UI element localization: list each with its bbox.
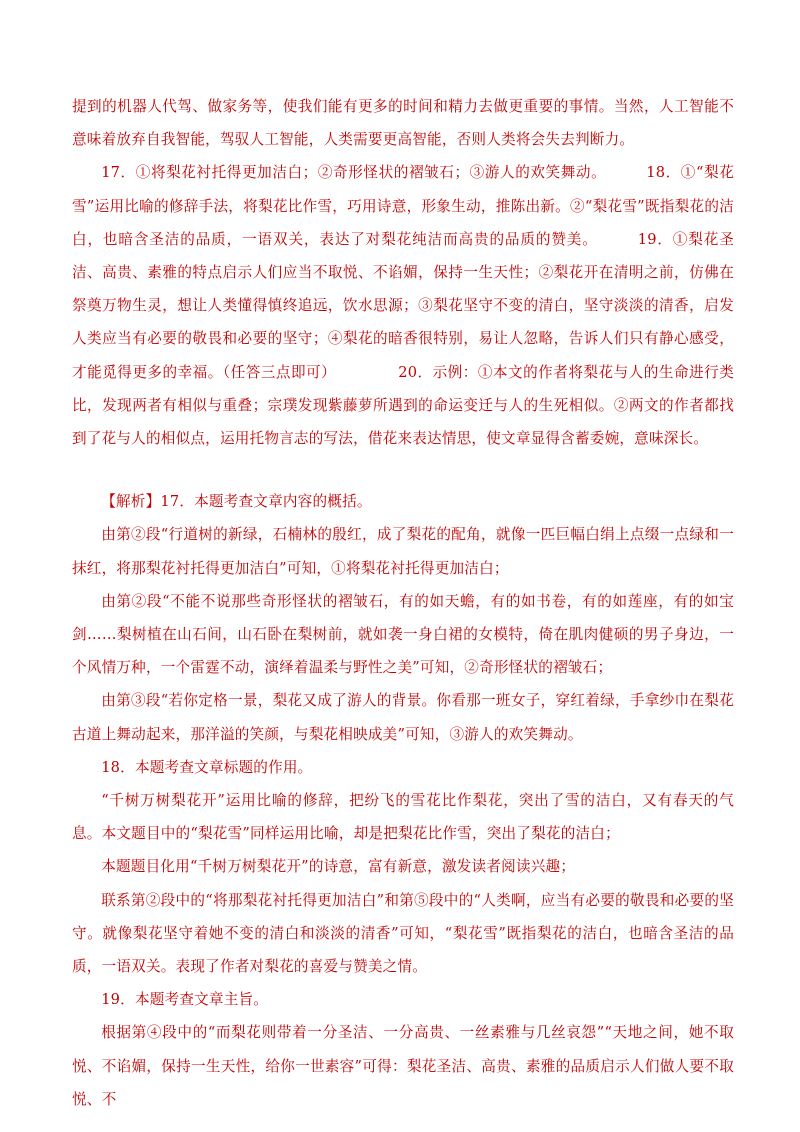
answers-paragraph (72, 156, 734, 455)
analysis-18-heading: 18．本题考查文章标题的作用。 (101, 758, 313, 776)
analysis-18-point-1: “千树万树梨花开”运用比喻的修辞，把纷飞的雪花比作梨花，突出了雪的洁白，又有春天的气息。本文题目中的“梨花雪”同样运用比喻，却是把梨花比作雪，突出了梨花的洁白； (72, 792, 734, 843)
analysis-heading: 【解析】17．本题考查文章内容的概括。 (101, 493, 372, 511)
answer-19: 19．①梨花圣洁、高贵、素雅的特点启示人们应当不取悦、不谄媚，保持一生天性；②梨花开在清明之前，仿佛在祭奠万物生灵，想让人类懂得慎终追远，饮水思源；③梨花坚守不变的清白，坚守淡淡的清香，启发人类应当有必要的敬畏和必要的坚守；④梨花的暗香很特别，易让人忽略，告诉人们只有静心感受，才能觅得更多的幸福。（任答三点即可） (72, 230, 734, 381)
analysis-17-point-3: 由第③段“若你定格一景，梨花又成了游人的背景。你看那一班女子，穿红着绿，手拿纱巾在梨花古道上舞动起来，那洋溢的笑颜，与梨花相映成美”可知，③游人的欢笑舞动。 (72, 692, 734, 743)
answer-18: 18．①“梨花雪”运用比喻的修辞手法，将梨花比作雪，巧用诗意，形象生动，推陈出新。②“梨花雪”既指梨花的洁白，也暗含圣洁的品质，一语双关，表达了对梨花纯洁而高贵的品质的赞美。 (72, 164, 734, 248)
answer-17: 17．①将梨花衬托得更加洁白；②奇形怪状的褶皱石；③游人的欢笑舞动。 (101, 164, 607, 182)
analysis-17-point-1: 由第②段“行道树的新绿，石楠林的殷红，成了梨花的配角，就像一匹巨幅白绢上点缀一点绿和一抹红，将那梨花衬托得更加洁白”可知，①将梨花衬托得更加洁白； (72, 526, 734, 577)
analysis-17-point-2: 由第②段“不能不说那些奇形怪状的褶皱石，有的如天蟾，有的如书卷，有的如莲座，有的如宝剑……梨树植在山石间，山石卧在梨树前，就如袭一身白裙的女模特，倚在肌肉健硕的男子身边，一个风情万种，一个雷霆不动，演绎着温柔与野性之美”可知，②奇形怪状的褶皱石； (72, 592, 734, 677)
intro-paragraph: 提到的机器人代驾、做家务等，使我们能有更多的时间和精力去做更重要的事情。当然，人工智能不意味着放弃自我智能，驾驭人工智能，人类需要更高智能，否则人类将会失去判断力。 (72, 98, 734, 149)
analysis-19-point-1: 根据第④段中的“而梨花则带着一分圣洁、一分高贵、一丝素雅与几丝哀怨”“天地之间，她不取悦、不谄媚，保持一生天性，给你一世素容”可得：梨花圣洁、高贵、素雅的品质启示人们做人要不取悦、不 (72, 1024, 734, 1108)
analysis-18-point-3: 联系第②段中的“将那梨花衬托得更加洁白”和第⑤段中的“人类啊，应当有必要的敬畏和必要的坚守。就像梨花坚守着她不变的清白和淡淡的清香”可知，“梨花雪”既指梨花的洁白，也暗含圣洁的品质，一语双关。表现了作者对梨花的喜爱与赞美之情。 (72, 891, 734, 976)
section-gap (72, 455, 734, 485)
analysis-19-heading: 19．本题考查文章主旨。 (101, 991, 269, 1009)
answer-20: 20．示例：①本文的作者将梨花与人的生命进行类比，发现两者有相似与重叠；宗璞发现紫藤萝所遇到的命运变迁与人的生死相似。②两文的作者都找到了花与人的相似点，运用托物言志的写法，借花来表达情思，使文章显得含蓄委婉，意味深长。 (72, 363, 734, 448)
analysis-18-point-2: 本题题目化用“千树万树梨花开”的诗意，富有新意，激发读者阅读兴趣； (101, 858, 576, 876)
